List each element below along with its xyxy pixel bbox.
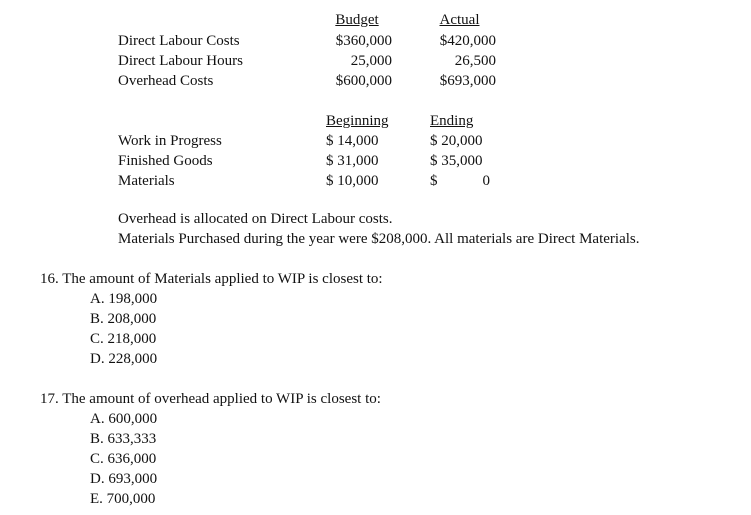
question-16-option-d: D. 228,000 xyxy=(90,351,158,367)
actual-header: Actual xyxy=(439,12,480,28)
question-17-text: 17. The amount of overhead applied to WIP is closest to: xyxy=(40,391,381,407)
question-17-option-d: D. 693,000 xyxy=(90,471,158,487)
actual-direct-labour-hours: 26,500 xyxy=(454,53,496,69)
budget-overhead-costs: $600,000 xyxy=(335,73,392,89)
ending-header: Ending xyxy=(430,113,474,129)
question-17-option-e: E. 700,000 xyxy=(90,491,156,507)
note-overhead-allocation: Overhead is allocated on Direct Labour costs. xyxy=(118,211,393,227)
beginning-work-in-progress: $ 14,000 xyxy=(326,133,379,149)
ending-materials-symbol: $ xyxy=(430,173,438,189)
question-16-option-b: B. 208,000 xyxy=(90,311,157,327)
budget-direct-labour-hours: 25,000 xyxy=(350,53,392,69)
actual-overhead-costs: $693,000 xyxy=(439,73,496,89)
question-16-text: 16. The amount of Materials applied to WIP is closest to: xyxy=(40,271,383,287)
row-label-finished-goods: Finished Goods xyxy=(118,153,213,169)
row-label-direct-labour-costs: Direct Labour Costs xyxy=(118,33,240,49)
ending-work-in-progress: $ 20,000 xyxy=(430,133,483,149)
row-label-overhead-costs: Overhead Costs xyxy=(118,73,214,89)
question-16-option-a: A. 198,000 xyxy=(90,291,158,307)
question-17-option-a: A. 600,000 xyxy=(90,411,158,427)
question-16-option-c: C. 218,000 xyxy=(90,331,157,347)
ending-finished-goods: $ 35,000 xyxy=(430,153,483,169)
beginning-header: Beginning xyxy=(326,113,389,129)
budget-header: Budget xyxy=(335,12,379,28)
row-label-materials: Materials xyxy=(118,173,175,189)
ending-materials-value: 0 xyxy=(482,173,490,189)
row-label-direct-labour-hours: Direct Labour Hours xyxy=(118,53,243,69)
beginning-materials: $ 10,000 xyxy=(326,173,379,189)
question-17-option-c: C. 636,000 xyxy=(90,451,157,467)
row-label-work-in-progress: Work in Progress xyxy=(118,133,222,149)
budget-direct-labour-costs: $360,000 xyxy=(335,33,392,49)
actual-direct-labour-costs: $420,000 xyxy=(439,33,496,49)
question-17-option-b: B. 633,333 xyxy=(90,431,157,447)
note-materials-purchased: Materials Purchased during the year were $208,000. All materials are Direct Materials. xyxy=(118,231,640,247)
beginning-finished-goods: $ 31,000 xyxy=(326,153,379,169)
